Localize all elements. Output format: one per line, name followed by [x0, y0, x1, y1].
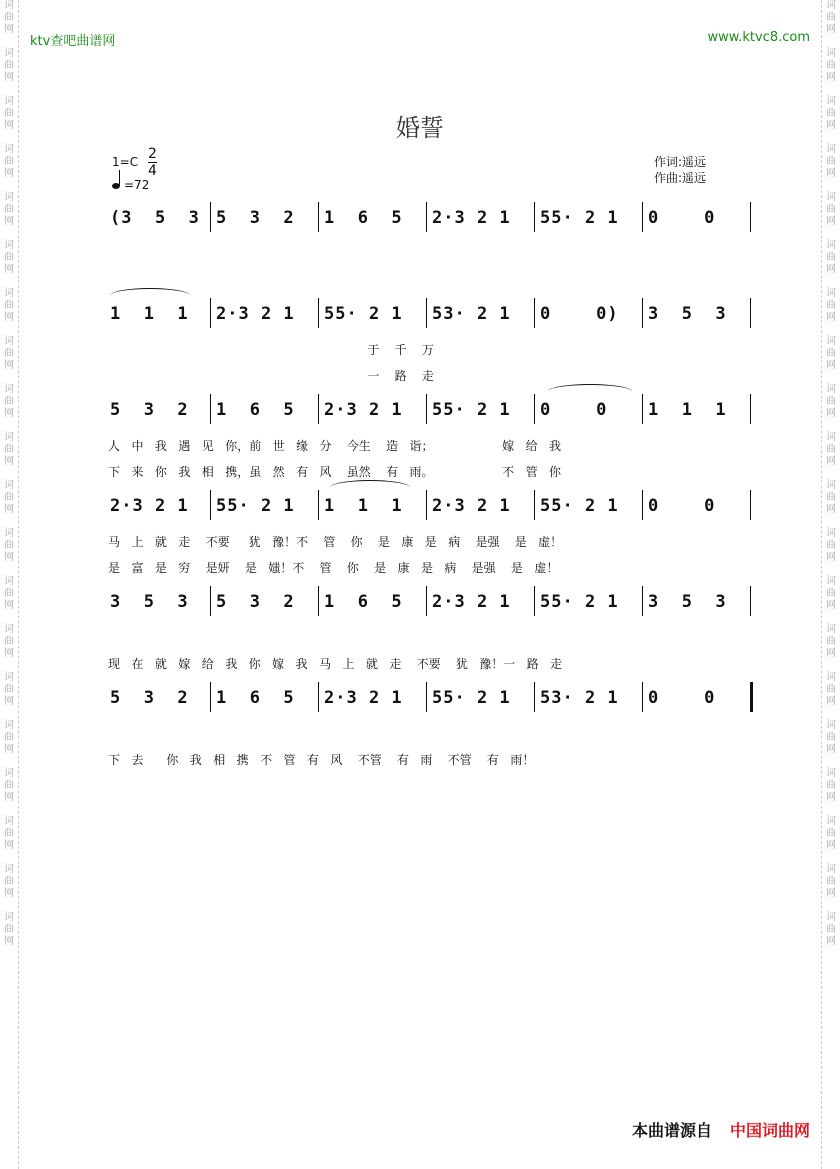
measure-notes: 1 6 5 — [324, 592, 403, 612]
triplet-tie — [548, 384, 632, 399]
lyric-line: 一 路 走 — [108, 369, 434, 383]
measure-notes: 3 5 3 — [648, 592, 727, 612]
measure-notes: 55· 2 1 — [540, 592, 619, 612]
time-signature-bottom: 4 — [148, 163, 157, 179]
lyric-line: 下 来 你 我 相 携，虽 然 有 风 虽然 有 雨。 不 管 你 — [108, 465, 562, 479]
bar-line — [210, 586, 211, 616]
right-watermark-strip: 词 曲 网 词 曲 网 词 曲 网 词 曲 网 词 曲 网 词 曲 网 词 曲 网 词 曲 网 词 曲 网 词 曲 网 词 曲 网 词 曲 网 词 曲 网 词 曲 网 词 曲 网 词 曲 网 词 曲 网 词 曲 网 词 曲 网 词 曲 网 — [821, 0, 840, 1169]
measure-notes: 2·3 2 1 — [432, 208, 511, 228]
bar-line — [318, 298, 319, 328]
measure-notes: 2·3 2 1 — [110, 496, 189, 516]
bar-line — [642, 298, 643, 328]
score-row — [104, 584, 752, 624]
measure-notes: 5 3 2 — [216, 208, 295, 228]
score-row — [104, 680, 752, 720]
measure-notes: 0 0 — [648, 496, 716, 516]
lyricist-credit: 作词:遥远 — [654, 155, 707, 169]
measure-notes: 1 6 5 — [216, 400, 295, 420]
bar-line — [642, 394, 643, 424]
bar-line — [210, 682, 211, 712]
lyric-line: 人 中 我 遇 见 你，前 世 缘 分 今生 造 诣； 嫁 给 我 — [108, 439, 562, 453]
measure-notes: 55· 2 1 — [540, 208, 619, 228]
quarter-note-icon — [112, 183, 120, 189]
bar-line — [318, 394, 319, 424]
bar-line — [642, 202, 643, 232]
score-row — [104, 296, 752, 336]
measure-notes: 5 3 2 — [110, 688, 189, 708]
score-row — [104, 392, 752, 432]
bar-line — [318, 682, 319, 712]
measure-notes: 55· 2 1 — [432, 400, 511, 420]
left-watermark-strip: 词 曲 网 词 曲 网 词 曲 网 词 曲 网 词 曲 网 词 曲 网 词 曲 网 词 曲 网 词 曲 网 词 曲 网 词 曲 网 词 曲 网 词 曲 网 词 曲 网 词 曲 网 词 曲 网 词 曲 网 词 曲 网 词 曲 网 词 曲 网 — [0, 0, 19, 1169]
score-row — [104, 200, 752, 240]
lyric-line: 是 富 是 穷 是妍 是 媸！不 管 你 是 康 是 病 是强 是 虚！ — [108, 561, 559, 575]
bar-line — [534, 490, 535, 520]
bar-line — [426, 490, 427, 520]
measure-notes: 3 5 3 — [648, 304, 727, 324]
bar-line — [534, 394, 535, 424]
lyric-line: 下 去 你 我 相 携 不 管 有 风 不管 有 雨 不管 有 雨！ — [108, 753, 535, 767]
measure-notes: 5 3 2 — [216, 592, 295, 612]
measure-notes: 0 0) — [540, 304, 619, 324]
measure-notes: 2·3 2 1 — [324, 688, 403, 708]
triplet-tie — [110, 288, 190, 303]
bar-line — [750, 586, 751, 616]
lyric-line: 马 上 就 走 不要 犹 豫！不 管 你 是 康 是 病 是强 是 虚！ — [108, 535, 563, 549]
bar-line — [534, 202, 535, 232]
lyric-line: 现 在 就 嫁 给 我 你 嫁 我 马 上 就 走 不要 犹 豫！一 路 走 — [108, 657, 563, 671]
lyric-line: 于 千 万 — [108, 343, 434, 357]
bar-line — [210, 394, 211, 424]
measure-notes: 2·3 2 1 — [324, 400, 403, 420]
bar-line — [426, 682, 427, 712]
measure-notes: 0 0 — [540, 400, 608, 420]
measure-notes: 55· 2 1 — [216, 496, 295, 516]
footer-source — [632, 1118, 810, 1141]
measure-notes: 55· 2 1 — [432, 688, 511, 708]
bar-line — [534, 682, 535, 712]
bar-line — [750, 202, 751, 232]
measure-notes: 1 6 5 — [216, 688, 295, 708]
bar-line — [318, 586, 319, 616]
bar-line — [642, 490, 643, 520]
measure-notes: 1 6 5 — [324, 208, 403, 228]
measure-notes: 2·3 2 1 — [216, 304, 295, 324]
bar-line — [210, 490, 211, 520]
bar-line — [426, 394, 427, 424]
bar-line — [210, 202, 211, 232]
site-url-header: www.ktvc8.com — [707, 30, 810, 45]
tempo-marking — [112, 178, 149, 192]
measure-notes: 1 1 1 — [324, 496, 403, 516]
bar-line — [750, 394, 751, 424]
measure-notes: 0 0 — [648, 688, 716, 708]
measure-notes: 1 1 1 — [110, 304, 189, 324]
bar-line — [318, 490, 319, 520]
bar-line — [426, 586, 427, 616]
bar-line — [318, 202, 319, 232]
measure-notes: 5 3 2 — [110, 400, 189, 420]
time-signature-top: 2 — [148, 146, 157, 162]
measure-notes: (3 5 3 — [110, 208, 200, 228]
bar-line — [750, 682, 753, 712]
measure-notes: 2·3 2 1 — [432, 496, 511, 516]
bar-line — [750, 298, 751, 328]
bar-line — [642, 682, 643, 712]
bar-line — [534, 298, 535, 328]
bar-line — [642, 586, 643, 616]
composer-credit: 作曲:遥远 — [654, 171, 707, 185]
measure-notes: 55· 2 1 — [540, 496, 619, 516]
measure-notes: 55· 2 1 — [324, 304, 403, 324]
measure-notes: 0 0 — [648, 208, 716, 228]
bar-line — [534, 586, 535, 616]
time-signature — [148, 146, 157, 179]
measure-notes: 53· 2 1 — [540, 688, 619, 708]
measure-notes: 1 1 1 — [648, 400, 727, 420]
bar-line — [750, 490, 751, 520]
measure-notes: 3 5 3 — [110, 592, 189, 612]
site-name-header: ktv查吧曲谱网 — [30, 34, 116, 49]
triplet-tie — [330, 480, 410, 495]
bar-line — [426, 298, 427, 328]
bar-line — [426, 202, 427, 232]
score-row — [104, 488, 752, 528]
footer-source-label: 本曲谱源自 — [631, 1121, 712, 1140]
song-title: 婚誓 — [396, 114, 444, 142]
bar-line — [210, 298, 211, 328]
measure-notes: 53· 2 1 — [432, 304, 511, 324]
key-signature: 1=C — [112, 155, 139, 169]
measure-notes: 2·3 2 1 — [432, 592, 511, 612]
tempo-value: =72 — [124, 178, 150, 192]
footer-brand: 中国词曲网 — [729, 1121, 810, 1140]
